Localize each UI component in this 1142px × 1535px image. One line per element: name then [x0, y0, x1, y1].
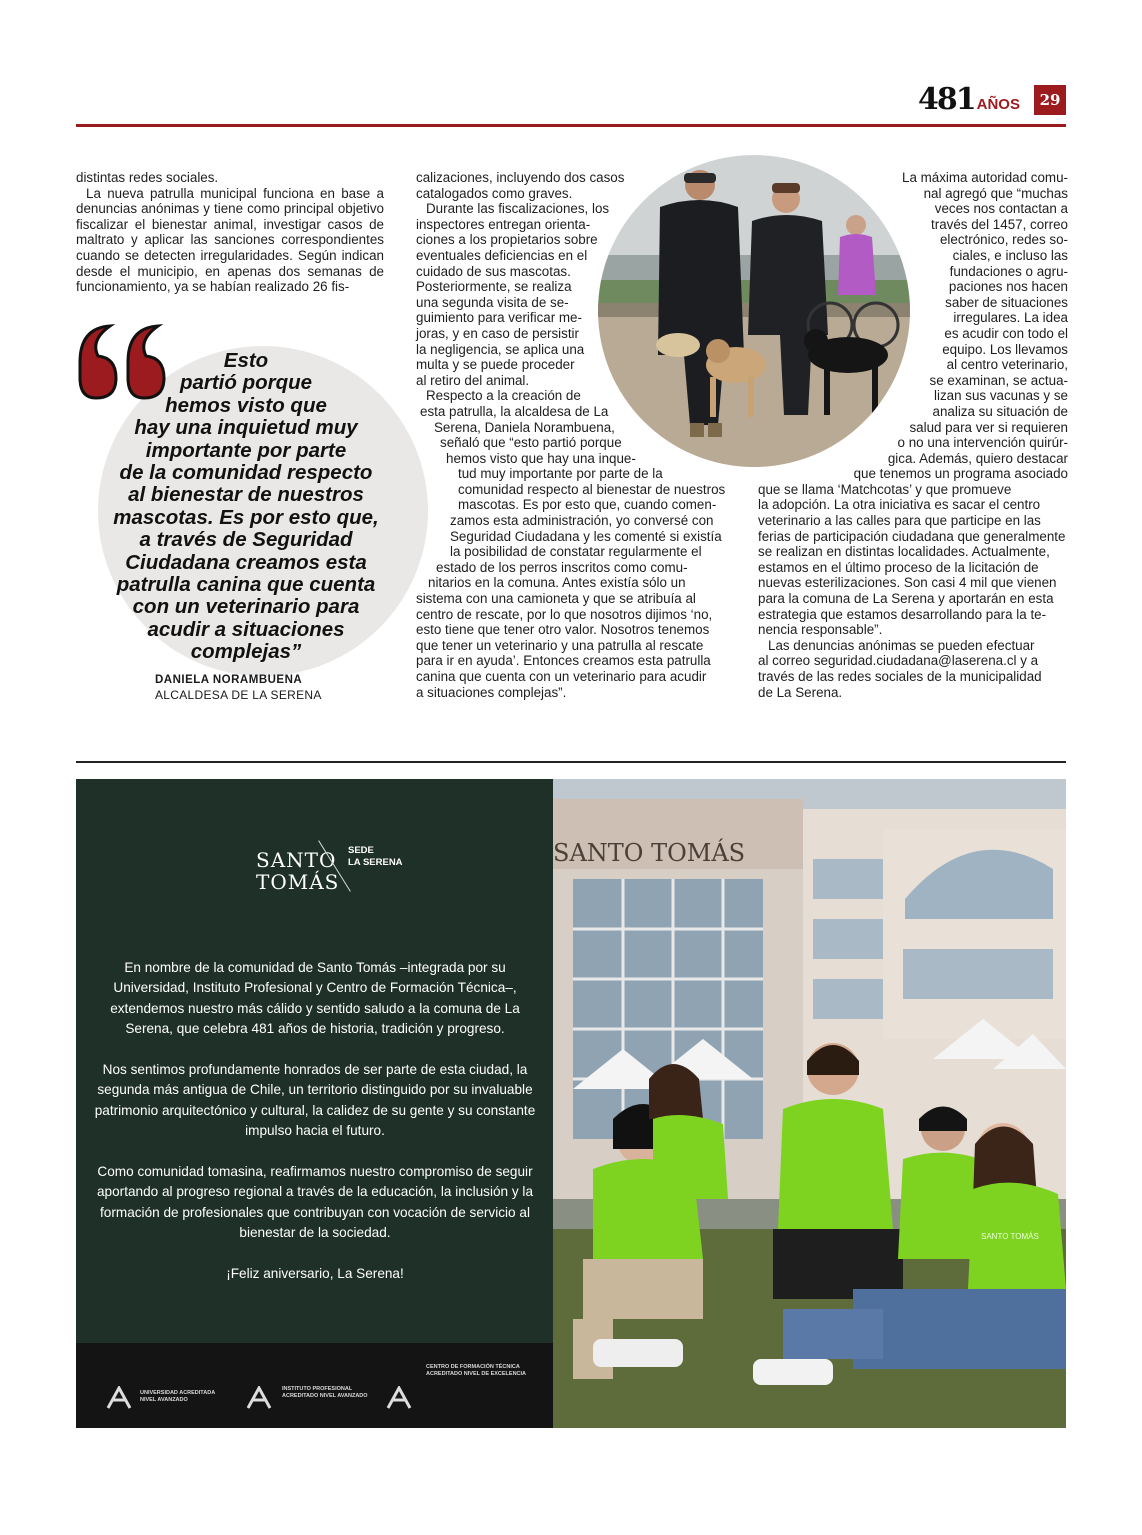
- building-sign: SANTO TOMÁS: [553, 839, 746, 867]
- article-line: mascotas. Es por esto que, cuando comen-: [458, 497, 717, 513]
- article-line: que tener un veterinario y una patrulla al rescate: [416, 637, 704, 653]
- header-rule: [76, 124, 1066, 127]
- article-line: sistema con una camioneta y que se atribuía al: [416, 591, 696, 607]
- article-line: eventuales deficiencias en el: [416, 247, 588, 263]
- article-line: de La Serena.: [758, 684, 843, 700]
- patrol-photo: [598, 155, 910, 467]
- article-line: canina que cuenta con un veterinario para acudir: [416, 669, 707, 684]
- article-line: ciones a los propietarios sobre: [416, 232, 598, 248]
- article-line: centro de rescate, por lo que nosotros dijimos ‘no,: [416, 606, 713, 622]
- article-line: ciales, e incluso las: [952, 247, 1068, 263]
- article-line: veces nos contactan a: [934, 201, 1068, 217]
- article-line: se examinan, se actua-: [929, 372, 1068, 388]
- article-line: través del 1457, correo: [931, 216, 1068, 232]
- article-line: para ir en ayuda’. Entonces creamos esta patrulla: [416, 653, 711, 669]
- article-line: nal agregó que “muchas: [923, 185, 1068, 201]
- hoodie-logo: SANTO TOMÁS: [981, 1232, 1039, 1241]
- article-line: zamos esta administración, yo conversé con: [450, 513, 714, 529]
- campus-label-line-2: LA SERENA: [348, 857, 403, 868]
- article-line: estamos en el último proceso de la licitación de: [758, 559, 1039, 575]
- quote-line: de la comunidad respecto: [119, 461, 373, 485]
- publication-logo: [918, 82, 1020, 116]
- article-line: través de las redes sociales de la municipalidad: [758, 669, 1042, 684]
- article-line: equipo. Los llevamos: [942, 341, 1068, 357]
- article-paragraph: distintas redes sociales.: [76, 170, 219, 185]
- article-line: Seguridad Ciudadana y les comenté si existía: [450, 528, 722, 544]
- article-line: comunidad respecto al bienestar de nuestros: [458, 481, 726, 497]
- accreditation-seal-icon: [244, 1386, 274, 1410]
- accreditation-institute: INSTITUTO PROFESIONAL ACREDITADO NIVEL AVANZADO: [282, 1386, 368, 1399]
- article-line: nuevas esterilizaciones. Son casi 4 mil que vienen: [758, 575, 1057, 591]
- quote-line: partió porque: [179, 371, 313, 395]
- quote-line: con un veterinario para: [132, 595, 360, 619]
- article-line: la negligencia, se aplica una: [416, 341, 585, 357]
- page-number: 29: [1034, 85, 1066, 115]
- quote-line: hay una inquietud muy: [134, 416, 358, 440]
- accreditation-cft: CENTRO DE FORMACIÓN TÉCNICA ACREDITADO NIVEL DE EXCELENCIA: [426, 1364, 527, 1377]
- article-line: nitarios en la comuna. Antes existía sólo un: [428, 575, 686, 591]
- article-line: Posteriormente, se realiza: [416, 279, 572, 295]
- article-line: que tenemos un programa asociado: [853, 466, 1068, 482]
- article-line: estado de los perros inscritos como comu-: [436, 559, 688, 575]
- quote-line: complejas”: [190, 640, 302, 664]
- article-line: al correo seguridad.ciudadana@laserena.cl y a: [758, 653, 1039, 669]
- ad-paragraph: Como comunidad tomasina, reafirmamos nuestro compromiso de seguir aportando al progreso regional a través de la educación, la inclusión y la formación de profesionales que contribuyan con vocación de servicio al bienestar de la sociedad.: [96, 1164, 534, 1241]
- campus-label-line-1: SEDE: [348, 845, 374, 856]
- quote-line: acudir a situaciones: [147, 617, 345, 641]
- quote-line: hemos visto que: [165, 393, 327, 417]
- article-line: multa y se puede proceder: [416, 357, 575, 373]
- article-line: guimiento para verificar me-: [416, 310, 582, 326]
- article-line: ferias de participación ciudadana que generalmente: [758, 528, 1066, 544]
- article-line: Respecto a la creación de: [426, 388, 581, 404]
- article-line: catalogados como graves.: [416, 185, 573, 201]
- section-divider: [76, 761, 1066, 763]
- article-line: una segunda visita de se-: [416, 294, 569, 310]
- ad-message: [90, 958, 540, 1305]
- article-line: Serena, Daniela Norambuena,: [434, 419, 615, 435]
- pull-quote: [100, 350, 392, 664]
- quote-line: importante por parte: [145, 438, 347, 462]
- quote-line: al bienestar de nuestros: [128, 483, 364, 507]
- article-line: irregulares. La idea: [953, 310, 1068, 326]
- quote-line: a través de Seguridad: [139, 528, 353, 552]
- article-line: Durante las fiscalizaciones, los: [426, 201, 610, 217]
- article-line: Las denuncias anónimas se pueden efectuar: [768, 637, 1035, 653]
- article-line: hemos visto que hay una inque-: [446, 450, 636, 466]
- article-line: veterinario a las calles para que participe en las: [758, 513, 1041, 529]
- article-line: señaló que “esto partió porque: [440, 435, 622, 451]
- article-line: esta patrulla, la alcaldesa de La: [420, 403, 609, 419]
- article-line: calizaciones, incluyendo dos casos: [416, 170, 625, 185]
- article-line: inspectores entregan orienta-: [416, 216, 591, 232]
- ad-paragraph: En nombre de la comunidad de Santo Tomás –integrada por su Universidad, Instituto Profesional y Centro de Formación Técnica–, extendemos nuestro más cálido y sentido saludo a la comuna de La Serena, que celebra 481 años de historia, tradición y progreso.: [110, 960, 520, 1037]
- article-line: la adopción. La otra iniciativa es sacar el centro: [758, 497, 1041, 513]
- article-line: al retiro del animal.: [416, 372, 530, 388]
- ad-closing: ¡Feliz aniversario, La Serena!: [226, 1266, 404, 1282]
- article-line: a situaciones complejas”.: [416, 684, 567, 700]
- article-line: analiza su situación de: [932, 403, 1068, 419]
- logo-number: 481: [918, 82, 975, 117]
- article-line: es acudir con todo el: [944, 325, 1068, 341]
- article-line: saber de situaciones: [945, 294, 1068, 310]
- article-line: esto tiene que tener otro valor. Nosotros tenemos: [416, 622, 710, 638]
- article-paragraph: La nueva patrulla municipal funciona en base a denuncias anónimas y tiene como principal objetivo fiscalizar el bienestar animal, investigar casos de maltrato y aplicar las sanciones correspondientes cuando se detecten irregularidades. Según indican desde el municipio, en apenas dos semanas de funcionamiento, ya se habían realizado 26 fis-: [76, 185, 384, 295]
- article-line: electrónico, redes so-: [939, 232, 1068, 248]
- article-line: la posibilidad de constatar regularmente el: [450, 544, 702, 560]
- quote-line: Ciudadana creamos esta: [125, 550, 367, 574]
- article-line: al centro veterinario,: [946, 357, 1068, 373]
- students-photo: [553, 779, 1066, 1428]
- article-line: se realizan en distintas localidades. Actualmente,: [758, 544, 1050, 560]
- campus-label: [348, 845, 403, 869]
- quote-line: mascotas. Es por esto que,: [113, 505, 379, 529]
- article-line: o no una intervención quirúr-: [897, 435, 1068, 451]
- article-column-1: [76, 170, 384, 295]
- quote-author-name: DANIELA NORAMBUENA: [155, 674, 303, 686]
- accreditation-university: UNIVERSIDAD ACREDITADA NIVEL AVANZADO: [140, 1390, 215, 1403]
- article-line: fundaciones o agru-: [949, 263, 1068, 279]
- ad-paragraph: Nos sentimos profundamente honrados de ser parte de esta ciudad, la segunda más antigua de Chile, un territorio distinguido por su invaluable patrimonio arquitectónico y cultural, la calidez de su gente y su constante impulso hacia el futuro.: [94, 1062, 536, 1139]
- article-line: que se llama ‘Matchcotas’ y que promueve: [758, 481, 1012, 497]
- article-line: para la comuna de La Serena y aportarán en esta: [758, 591, 1054, 607]
- article-line: paciones nos hacen: [948, 279, 1068, 295]
- logo-word: AÑOS: [976, 96, 1020, 113]
- article-line: gica. Además, quiero destacar: [887, 450, 1068, 466]
- quote-line: Esto: [223, 349, 269, 372]
- article-line: tud muy importante por parte de la: [458, 466, 663, 482]
- article-line: salud para ver si requieren: [909, 419, 1068, 435]
- article-line: cuidado de sus mascotas.: [416, 263, 571, 279]
- accreditation-seal-icon: [104, 1386, 134, 1410]
- article-line: La máxima autoridad comu-: [902, 170, 1068, 185]
- brand-line-2: TOMÁS: [256, 870, 340, 894]
- quote-author-role: ALCALDESA DE LA SERENA: [155, 688, 322, 702]
- quote-line: patrulla canina que cuenta: [116, 573, 376, 597]
- accreditation-seal-icon: [384, 1386, 414, 1410]
- article-line: estrategia que estamos desarrollando para la te-: [758, 606, 1047, 622]
- article-line: joras, y en caso de persistir: [416, 325, 579, 341]
- article-line: lizan sus vacunas y se: [934, 388, 1068, 404]
- brand-line-1: SANTO: [256, 848, 337, 872]
- article-line: nencia responsable”.: [758, 622, 883, 638]
